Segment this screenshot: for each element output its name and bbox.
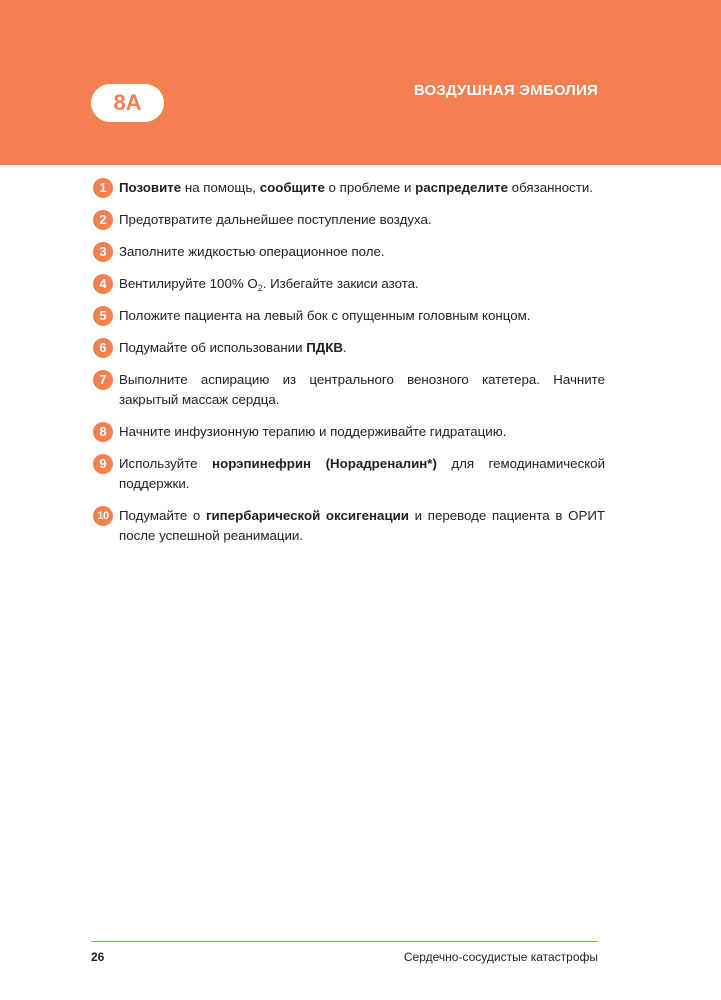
step-text-emphasis: ПДКВ <box>306 340 343 355</box>
step-text <box>119 276 419 291</box>
step-item <box>93 506 605 546</box>
step-text-emphasis: сообщите <box>259 180 325 195</box>
step-text-run: . Избегайте закиси азота. <box>262 276 419 291</box>
page-title: ВОЗДУШНАЯ ЭМБОЛИЯ <box>413 82 598 99</box>
step-text-run: Подумайте об использовании <box>119 340 307 355</box>
footer-caption: Сердечно-сосудистые катастрофы <box>403 950 598 964</box>
step-text-emphasis: распределите <box>415 180 508 195</box>
footer-rule <box>91 941 598 942</box>
step-text <box>119 424 506 439</box>
step-number-badge: 7 <box>93 370 113 390</box>
step-text-run: для гемодинамической поддержки. <box>119 456 606 491</box>
step-number-badge: 4 <box>93 274 113 294</box>
step-text-run: о проблеме и <box>324 180 416 195</box>
step-text-run: . <box>342 340 347 355</box>
step-text-run: Предотвратите дальнейшее поступление воздуха. <box>119 212 432 227</box>
step-text-emphasis: норэпинефрин (Норадреналин*) <box>212 456 437 471</box>
section-badge: 8А <box>91 84 164 122</box>
step-text-run: Вентилируйте 100% O <box>119 276 258 291</box>
step-text <box>119 508 605 543</box>
step-text <box>119 372 605 407</box>
step-number-badge: 3 <box>93 242 113 262</box>
step-number-badge: 10 <box>93 506 113 526</box>
step-text-run: Начните инфузионную терапию и поддерживайте гидратацию. <box>119 424 507 439</box>
step-item <box>93 178 605 198</box>
step-text-run: на помощь, <box>181 180 260 195</box>
step-text-run: Заполните жидкостью операционное поле. <box>119 244 385 259</box>
step-number-badge: 6 <box>93 338 113 358</box>
step-item <box>93 242 605 262</box>
step-number-badge: 9 <box>93 454 113 474</box>
step-text <box>119 244 385 259</box>
step-text-run: Подумайте о <box>119 508 206 523</box>
step-text-run: обязанности. <box>507 180 594 195</box>
step-item <box>93 210 605 230</box>
header-band <box>0 0 721 165</box>
step-text <box>119 212 432 227</box>
step-text-emphasis: Позовите <box>119 180 182 195</box>
step-text-run: Положите пациента на левый бок с опущенным головным концом. <box>119 308 531 323</box>
step-item <box>93 274 605 294</box>
step-number-badge: 1 <box>93 178 113 198</box>
step-text <box>119 180 593 195</box>
step-text <box>119 456 605 491</box>
step-item <box>93 370 605 410</box>
page-number: 26 <box>91 950 105 964</box>
step-item <box>93 338 605 358</box>
step-number-badge: 2 <box>93 210 113 230</box>
step-text-run: и переводе пациента в ОРИТ после успешной реанимации. <box>119 508 606 543</box>
step-text <box>119 308 530 323</box>
step-text-emphasis: гипербарической оксигенации <box>205 508 409 523</box>
step-text <box>119 340 347 355</box>
step-text-subscript: 2 <box>257 283 263 293</box>
step-item <box>93 306 605 326</box>
step-item <box>93 422 605 442</box>
step-item <box>93 454 605 494</box>
step-number-badge: 5 <box>93 306 113 326</box>
step-number-badge: 8 <box>93 422 113 442</box>
steps-list <box>93 178 605 558</box>
step-text-run: Выполните аспирацию из центрального венозного катетера. Начните закрытый массаж сердца. <box>119 372 605 407</box>
step-text-run: Используйте <box>119 456 213 471</box>
